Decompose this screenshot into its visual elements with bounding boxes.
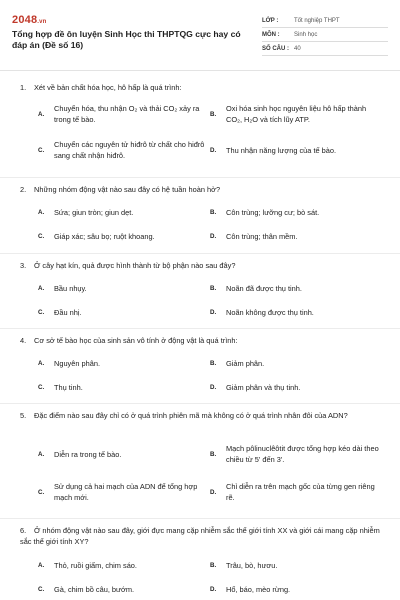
option-text: Chuyển hóa, thu nhận O₂ và thải CO₂ xảy ra trong tế bào. (54, 104, 200, 124)
option-text: Noãn không được thụ tinh. (226, 308, 314, 317)
question-text: Xét về bản chất hóa học, hô hấp là quá trình: (34, 83, 182, 92)
option-label: C. (38, 233, 45, 240)
option-text: Giáp xác; sâu bọ; ruột khoang. (54, 232, 155, 241)
option-text: Diễn ra trong tế bào. (54, 450, 122, 459)
option-label: D. (210, 147, 217, 154)
option-label: D. (210, 489, 217, 496)
option-text: Hổ, báo, mèo rừng. (226, 585, 291, 594)
option-text: Nguyên phân. (54, 359, 101, 368)
header-divider (0, 70, 400, 71)
question-text: Ở nhóm động vật nào sau đây, giới đực mang cặp nhiễm sắc thể giới tính XX và giới cái mang cặp nhiễm sắc thể giới tính XY? (20, 526, 380, 546)
option-label: C. (38, 489, 45, 496)
option-label: C. (38, 309, 45, 316)
meta-value: Tốt nghiệp THPT (294, 17, 340, 24)
document-title: Tổng hợp đề ôn luyện Sinh Học thi THPTQG cực hay có đáp án (Đề số 16) (12, 29, 241, 50)
option-text: Chuyển các nguyên tử hiđrô từ chất cho hiđrô sang chất nhận hiđrô. (54, 140, 205, 160)
question-number: 3. (20, 261, 27, 270)
question-text: Ở cây hạt kín, quả được hình thành từ bộ phận nào sau đây? (34, 261, 236, 270)
option-label: B. (210, 562, 217, 569)
option-label: B. (210, 209, 217, 216)
option-text: Côn trùng; lưỡng cư; bò sát. (226, 208, 320, 217)
question-number: 2. (20, 185, 27, 194)
document-header (12, 14, 388, 64)
site-logo[interactable] (12, 14, 47, 26)
option-text: Chỉ diễn ra trên mạch gốc của từng gen riêng rẽ. (226, 482, 375, 502)
question-stem (20, 525, 384, 547)
option-label: A. (38, 360, 45, 367)
option-text: Sử dụng cả hai mạch của ADN để tổng hợp mạch mới. (54, 482, 198, 502)
question-divider (0, 518, 400, 519)
question-number: 4. (20, 336, 27, 345)
question-number: 5. (20, 411, 27, 420)
option-label: B. (210, 451, 217, 458)
option-label: C. (38, 586, 45, 593)
question-text: Đặc điểm nào sau đây chỉ có ở quá trình phiên mã mà không có ở quá trình nhân đôi của ADN? (34, 411, 348, 420)
option-label: A. (38, 562, 45, 569)
option-label: C. (38, 147, 45, 154)
question-stem (20, 260, 384, 271)
question-divider (0, 328, 400, 329)
option-label: A. (38, 285, 45, 292)
meta-key: MÔN : (262, 31, 280, 38)
option-text: Noãn đã được thụ tinh. (226, 284, 302, 293)
logo-main: 2048 (12, 14, 38, 26)
meta-value: 40 (294, 45, 301, 52)
question-stem (20, 410, 384, 421)
meta-value: Sinh học (294, 31, 318, 38)
option-label: C. (38, 384, 45, 391)
meta-row-subject (262, 28, 388, 42)
option-text: Bầu nhụy. (54, 284, 87, 293)
logo-sub: .vn (37, 19, 47, 25)
option-text: Đầu nhị. (54, 308, 82, 317)
option-text: Sứa; giun tròn; giun dẹt. (54, 208, 134, 217)
option-text: Oxi hóa sinh học nguyên liệu hô hấp thành CO₂, H₂O và tích lũy ATP. (226, 104, 367, 124)
question-divider (0, 177, 400, 178)
meta-key: SỐ CÂU : (262, 45, 289, 52)
option-text: Thỏ, ruồi giấm, chim sáo. (54, 561, 137, 570)
question-stem (20, 82, 384, 93)
meta-row-class (262, 14, 388, 28)
question-number: 6. (20, 526, 27, 535)
option-text: Gà, chim bồ câu, bướm. (54, 585, 135, 594)
question-stem (20, 184, 384, 195)
option-label: D. (210, 384, 217, 391)
question-text: Những nhóm động vật nào sau đây có hệ tuần hoàn hở? (34, 185, 221, 194)
option-text: Giảm phân. (226, 359, 265, 368)
question-divider (0, 403, 400, 404)
option-text: Thụ tinh. (54, 383, 83, 392)
meta-row-count (262, 42, 388, 56)
option-label: B. (210, 111, 217, 118)
meta-table (262, 14, 388, 56)
option-label: B. (210, 360, 217, 367)
question-number: 1. (20, 83, 27, 92)
meta-key: LỚP : (262, 17, 279, 24)
option-text: Giảm phân và thụ tinh. (226, 383, 301, 392)
option-label: D. (210, 233, 217, 240)
option-label: B. (210, 285, 217, 292)
option-text: Côn trùng; thân mềm. (226, 232, 298, 241)
option-text: Thu nhận năng lượng của tế bào. (226, 146, 337, 155)
option-label: A. (38, 209, 45, 216)
option-label: A. (38, 111, 45, 118)
question-text: Cơ sở tế bào học của sinh sản vô tính ở động vật là quá trình: (34, 336, 238, 345)
option-label: A. (38, 451, 45, 458)
option-label: D. (210, 586, 217, 593)
option-label: D. (210, 309, 217, 316)
question-divider (0, 253, 400, 254)
question-stem (20, 335, 384, 346)
option-text: Trâu, bò, hươu. (226, 561, 278, 570)
option-text: Mạch pôlinuclêôtit được tổng hợp kéo dài theo chiều từ 5' đến 3'. (226, 444, 379, 464)
